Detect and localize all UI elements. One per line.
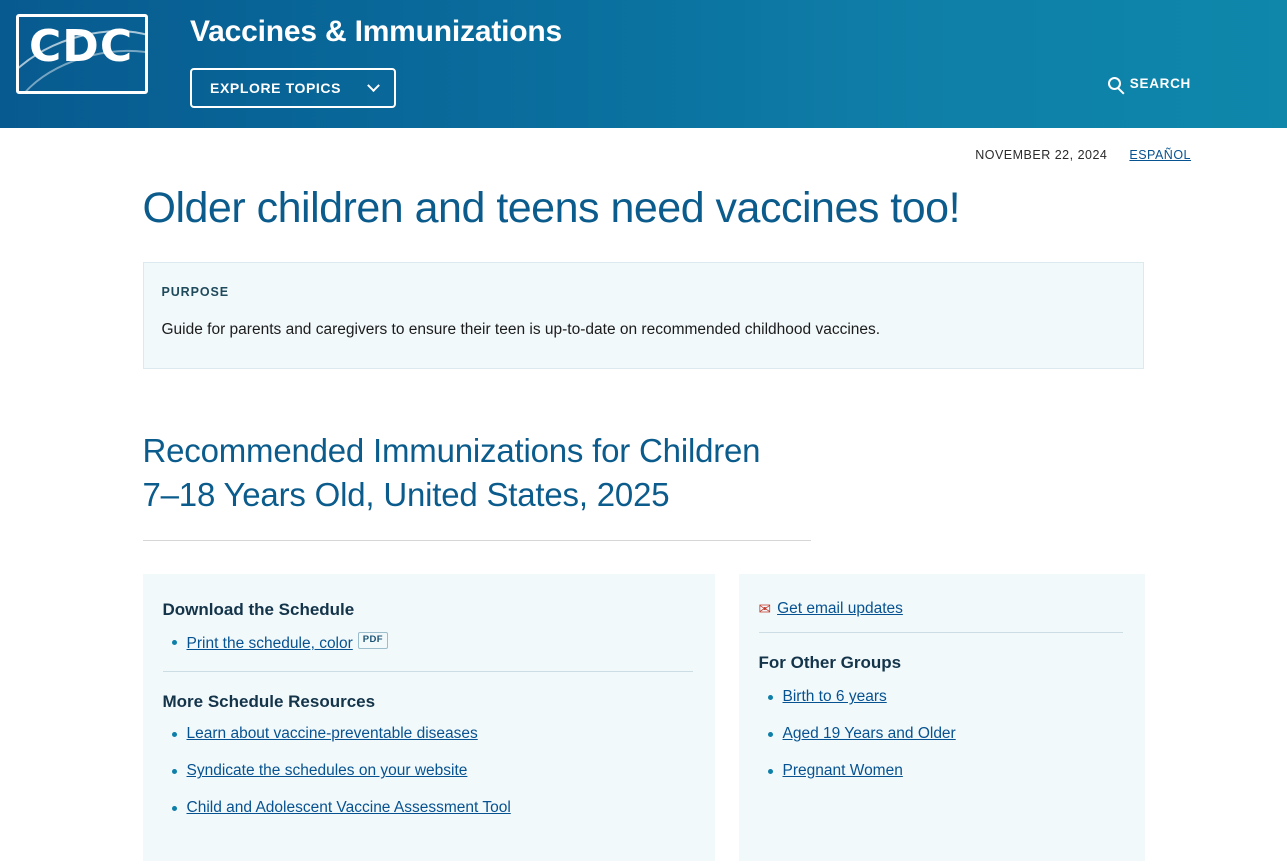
cdc-logo-text: CDC xyxy=(29,21,134,72)
download-schedule-heading: Download the Schedule xyxy=(162,600,355,620)
purpose-callout xyxy=(143,262,1144,368)
list-item xyxy=(163,798,693,819)
pregnant-women-link[interactable]: Pregnant Women xyxy=(782,762,903,780)
vaccine-preventable-diseases-link[interactable]: Learn about vaccine-preventable diseases xyxy=(186,725,478,743)
publish-date: NOVEMBER 22, 2024 xyxy=(975,148,1108,162)
print-schedule-color-link[interactable]: Print the schedule, color xyxy=(186,635,353,653)
email-updates-row[interactable] xyxy=(759,600,1123,618)
list-item xyxy=(163,761,693,782)
download-links-list xyxy=(163,632,693,655)
page-title: Older children and teens need vaccines too! xyxy=(142,184,961,232)
explore-topics-label: EXPLORE TOPICS xyxy=(210,80,342,96)
side-links-card xyxy=(739,574,1145,861)
cards-row xyxy=(143,574,1145,861)
meta-row xyxy=(0,128,1287,162)
purpose-text: Guide for parents and caregivers to ensure their teen is up-to-date on recommended childhood vaccines. xyxy=(161,321,881,339)
site-header xyxy=(0,0,1287,128)
search-button[interactable] xyxy=(1108,76,1191,91)
site-title: Vaccines & Immunizations xyxy=(190,15,562,48)
spanish-language-link[interactable]: ESPAÑOL xyxy=(1129,148,1191,162)
content-column xyxy=(143,184,1145,861)
download-schedule-card xyxy=(143,574,715,861)
search-icon xyxy=(1108,77,1121,90)
vaccine-assessment-tool-link[interactable]: Child and Adolescent Vaccine Assessment Tool xyxy=(186,799,511,817)
aged-19-and-older-link[interactable]: Aged 19 Years and Older xyxy=(782,725,956,743)
pdf-badge: PDF xyxy=(358,632,388,649)
header-main xyxy=(148,0,562,108)
more-resources-heading: More Schedule Resources xyxy=(162,692,376,712)
list-item xyxy=(759,724,1123,745)
other-groups-list xyxy=(759,687,1123,782)
page-content xyxy=(0,128,1287,861)
card-divider xyxy=(759,632,1123,633)
heading-divider xyxy=(143,540,811,541)
cdc-logo[interactable] xyxy=(16,14,148,94)
birth-to-6-years-link[interactable]: Birth to 6 years xyxy=(782,688,887,706)
chevron-down-icon xyxy=(367,79,380,92)
purpose-label: PURPOSE xyxy=(161,285,229,300)
envelope-icon: ✉ xyxy=(758,600,772,618)
explore-topics-button[interactable] xyxy=(190,68,396,108)
list-item xyxy=(759,687,1123,708)
resources-list xyxy=(163,724,693,819)
syndicate-schedules-link[interactable]: Syndicate the schedules on your website xyxy=(186,762,468,780)
get-email-updates-link[interactable]: Get email updates xyxy=(777,600,903,618)
card-divider xyxy=(163,671,693,672)
search-label: SEARCH xyxy=(1129,76,1191,91)
other-groups-heading: For Other Groups xyxy=(758,653,902,673)
schedule-heading: Recommended Immunizations for Children 7–18 Years Old, United States, 2025 xyxy=(142,431,761,513)
list-item xyxy=(759,761,1123,782)
list-item xyxy=(163,724,693,745)
list-item xyxy=(163,632,693,655)
